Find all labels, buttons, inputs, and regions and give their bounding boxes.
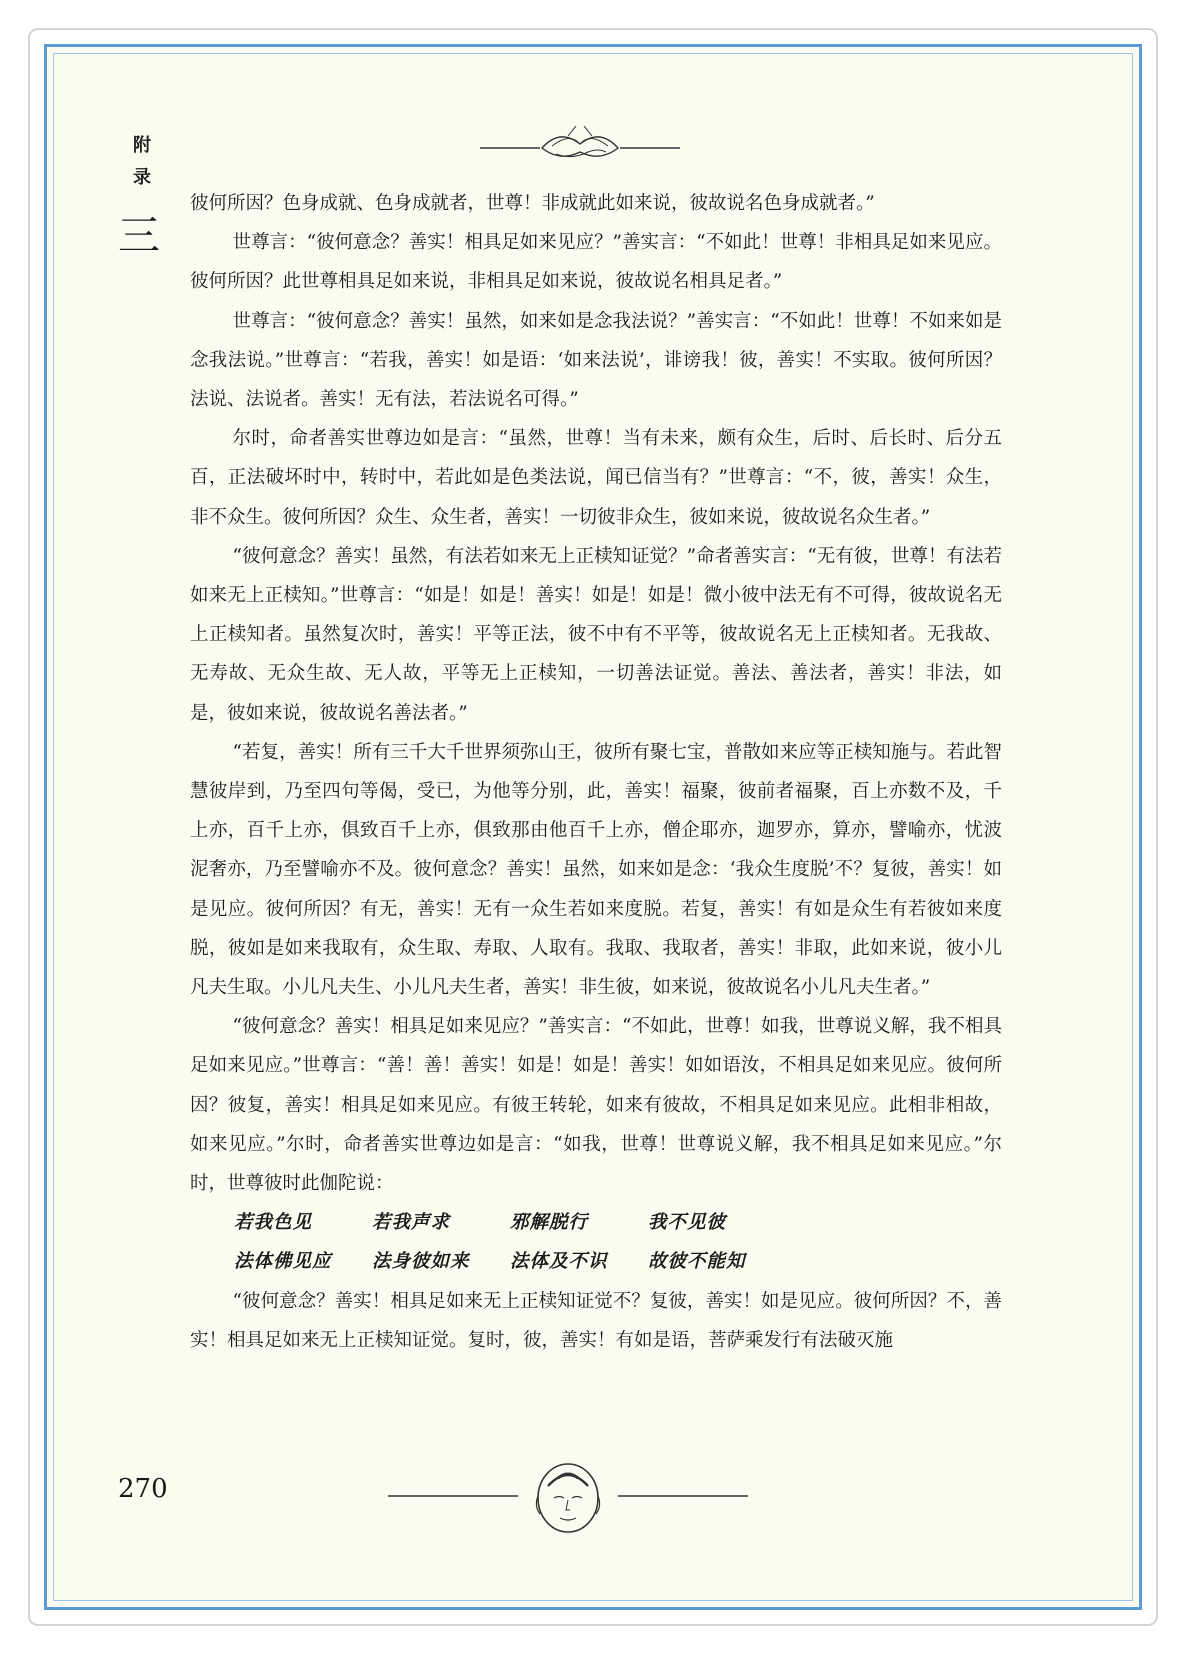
side-numeral: 三 xyxy=(118,211,161,260)
verse-line xyxy=(190,1203,1002,1242)
paragraph: 尔时，命者善实世尊边如是言：“虽然，世尊！当有未来，颇有众生，后时、后长时、后分五百，正法破坏时中，转时中，若此如是色类法说，闻已信当有？”世尊言：“不，彼，善实！众生，非不众生。彼何所因？众生、众生者，善实！一切彼非众生，彼如来说，彼故说名众生者。” xyxy=(190,428,1002,528)
paragraph: 世尊言：“彼何意念？善实！虽然，如来如是念我法说？”善实言：“不如此！世尊！不如来如是念我法说。”世尊言：“若我，善实！如是语：‘如来法说’，诽谤我！彼，善实！不实取。彼何所因？法说、法说者。善实！无有法，若法说名可得。” xyxy=(190,310,1002,411)
paragraph: 世尊言：“彼何意念？善实！相具足如来见应？”善实言：“不如此！世尊！非相具足如来见应。彼何所因？此世尊相具足如来说，非相具足如来说，彼故说名相具足者。” xyxy=(190,232,1002,293)
side-label: 附录 xyxy=(133,135,151,188)
paragraph: “彼何意念？善实！虽然，有法若如来无上正椟知证觉？”命者善实言：“无有彼，世尊！有法若如来无上正椟知。”世尊言：“如是！如是！善实！如是！如是！微小彼中法无有不可得，彼故说名无上正椟知者。虽然复次时，善实！平等正法，彼不中有不平等，彼故说名无上正椟知者。无我故、无寿故、无众生故、无人故，平等无上正椟知，一切善法证觉。善法、善法者，善实！非法，如是，彼如来说，彼故说名善法者。” xyxy=(190,545,1002,724)
verse-phrase: 若我声求 xyxy=(372,1212,451,1234)
paragraph: “彼何意念？善实！相具足如来见应？”善实言：“不如此，世尊！如我，世尊说义解，我不相具足如来见应。”世尊言：“善！善！善实！如是！如是！善实！如如语汝，不相具足如来见应。彼何所因？彼复，善实！相具足如来见应。有彼王转轮，如来有彼故，不相具足如来见应。此相非相故，如来见应。”尔时，命者善实世尊边如是言：“如我，世尊！世尊说义解，我不相具足如来见应。”尔时，世尊彼时此伽陀说： xyxy=(190,1016,1002,1195)
scripture-text xyxy=(190,184,1002,1360)
verse-line xyxy=(190,1242,1002,1281)
verse-phrase: 法体佛见应 xyxy=(234,1251,332,1273)
verse-phrase: 邪解脱行 xyxy=(510,1212,589,1234)
verse-phrase: 法体及不识 xyxy=(510,1251,608,1273)
verse-phrase: 我不见彼 xyxy=(648,1212,727,1234)
paragraph: 彼何所因？色身成就、色身成就者，世尊！非成就此如来说，彼故说名色身成就者。” xyxy=(190,193,875,214)
verse-phrase: 若我色见 xyxy=(234,1212,313,1234)
paragraph: “彼何意念？善实！相具足如来无上正椟知证觉不？复彼，善实！如是见应。彼何所因？不，善实！相具足如来无上正椟知证觉。复时，彼，善实！有如是语，菩萨乘发行有法破灭施 xyxy=(190,1290,1002,1351)
paragraph: “若复，善实！所有三千大千世界须弥山王，彼所有聚七宝，普散如来应等正椟知施与。若此智慧彼岸到，乃至四句等偈，受已，为他等分别，此，善实！福聚，彼前者福聚，百上亦数不及，千上亦，百千上亦，俱致百千上亦，俱致那由他百千上亦，僧企耶亦，迦罗亦，算亦，譬喻亦，忧波泥奢亦，乃至譬喻亦不及。彼何意念？善实！虽然，如来如是念：‘我众生度脱’不？复彼，善实！如是见应。彼何所因？有无，善实！无有一众生若如来度脱。若复，善实！有如是众生有若彼如来度脱，彼如是如来我取有，众生取、寿取、人取有。我取、我取者，善实！非取，此如来说，彼小儿凡夫生取。小儿凡夫生、小儿凡夫生者，善实！非生彼，如来说，彼故说名小儿凡夫生者。” xyxy=(190,741,1002,999)
verse-phrase: 故彼不能知 xyxy=(648,1251,746,1273)
page-number: 270 xyxy=(118,1474,168,1504)
lotus-ornament-icon xyxy=(480,118,680,180)
verse-phrase: 法身彼如来 xyxy=(372,1251,470,1273)
buddha-head-icon xyxy=(388,1456,748,1536)
